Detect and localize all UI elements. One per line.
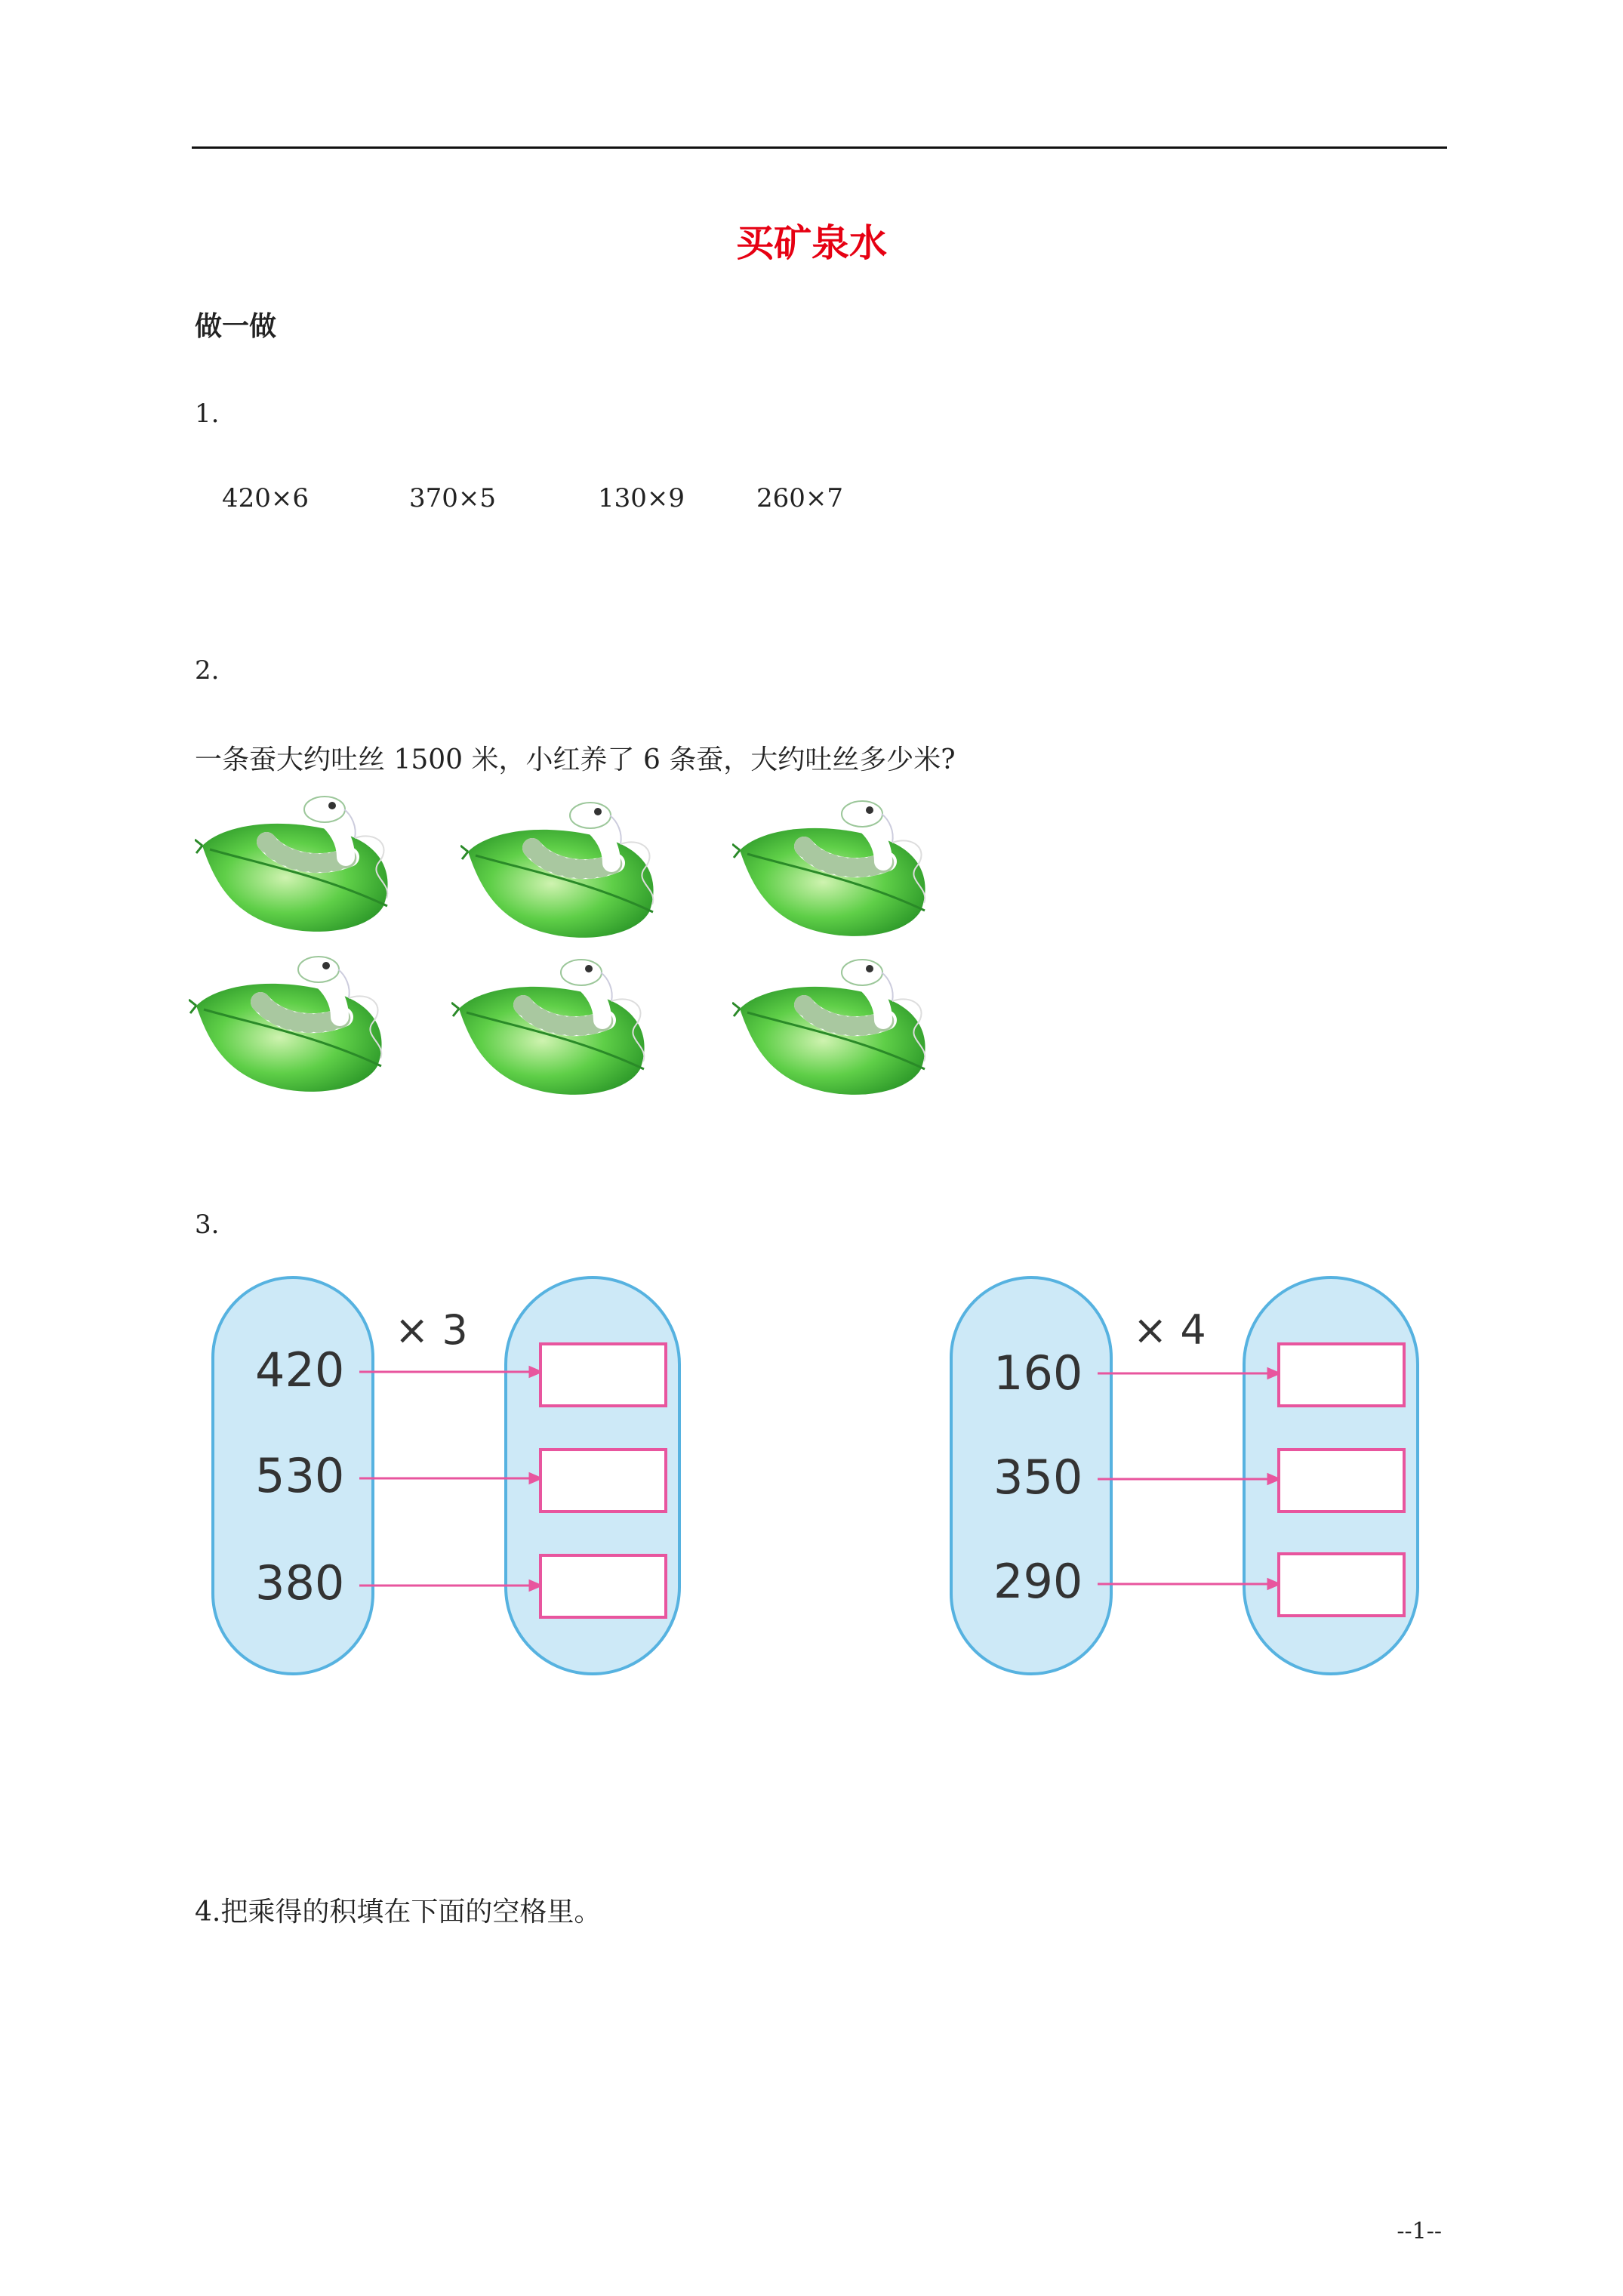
question-2-text: 一条蚕大约吐丝 1500 米，小红养了 6 条蚕，大约吐丝多少米? xyxy=(195,744,956,775)
question-4-text: 把乘得的积填在下面的空格里。 xyxy=(220,1897,602,1928)
answer-box[interactable] xyxy=(1279,1450,1404,1512)
section-heading: 做一做 xyxy=(195,310,277,342)
header-rule xyxy=(192,146,1447,149)
silkworm-illustration xyxy=(195,793,965,1102)
input-value: 420 xyxy=(255,1342,345,1398)
answer-box[interactable] xyxy=(540,1344,666,1406)
question-3-number: 3. xyxy=(195,1210,220,1240)
silkworm-icon xyxy=(732,797,936,945)
input-value: 290 xyxy=(993,1554,1083,1609)
expression-3: 130×9 xyxy=(598,483,685,513)
silkworm-icon xyxy=(451,956,655,1103)
multiplication-diagram-2 xyxy=(942,1268,1455,1691)
answer-box[interactable] xyxy=(1279,1344,1404,1406)
silkworm-icon xyxy=(195,793,399,940)
silkworm-icon xyxy=(732,956,936,1103)
expression-4: 260×7 xyxy=(756,483,844,513)
question-2-number: 2. xyxy=(195,655,220,686)
page-title: 买矿泉水 xyxy=(736,220,887,265)
input-value: 160 xyxy=(993,1345,1083,1401)
operator-label: × 3 xyxy=(395,1306,468,1354)
silkworm-icon xyxy=(189,953,393,1100)
silkworm-icon xyxy=(460,799,664,946)
input-value: 350 xyxy=(993,1450,1083,1505)
question-4-number: 4. xyxy=(195,1897,221,1928)
input-value: 380 xyxy=(255,1555,345,1610)
page-number: --1-- xyxy=(1397,2218,1442,2245)
question-1-number: 1. xyxy=(195,399,220,429)
answer-box[interactable] xyxy=(1279,1554,1404,1616)
input-value: 530 xyxy=(255,1448,345,1503)
expression-2: 370×5 xyxy=(409,483,497,513)
expression-1: 420×6 xyxy=(222,483,310,513)
question-4 xyxy=(195,1891,601,1929)
answer-box[interactable] xyxy=(540,1555,666,1617)
operator-label: × 4 xyxy=(1133,1306,1206,1354)
answer-box[interactable] xyxy=(540,1450,666,1512)
multiplication-diagram-1 xyxy=(204,1268,717,1691)
